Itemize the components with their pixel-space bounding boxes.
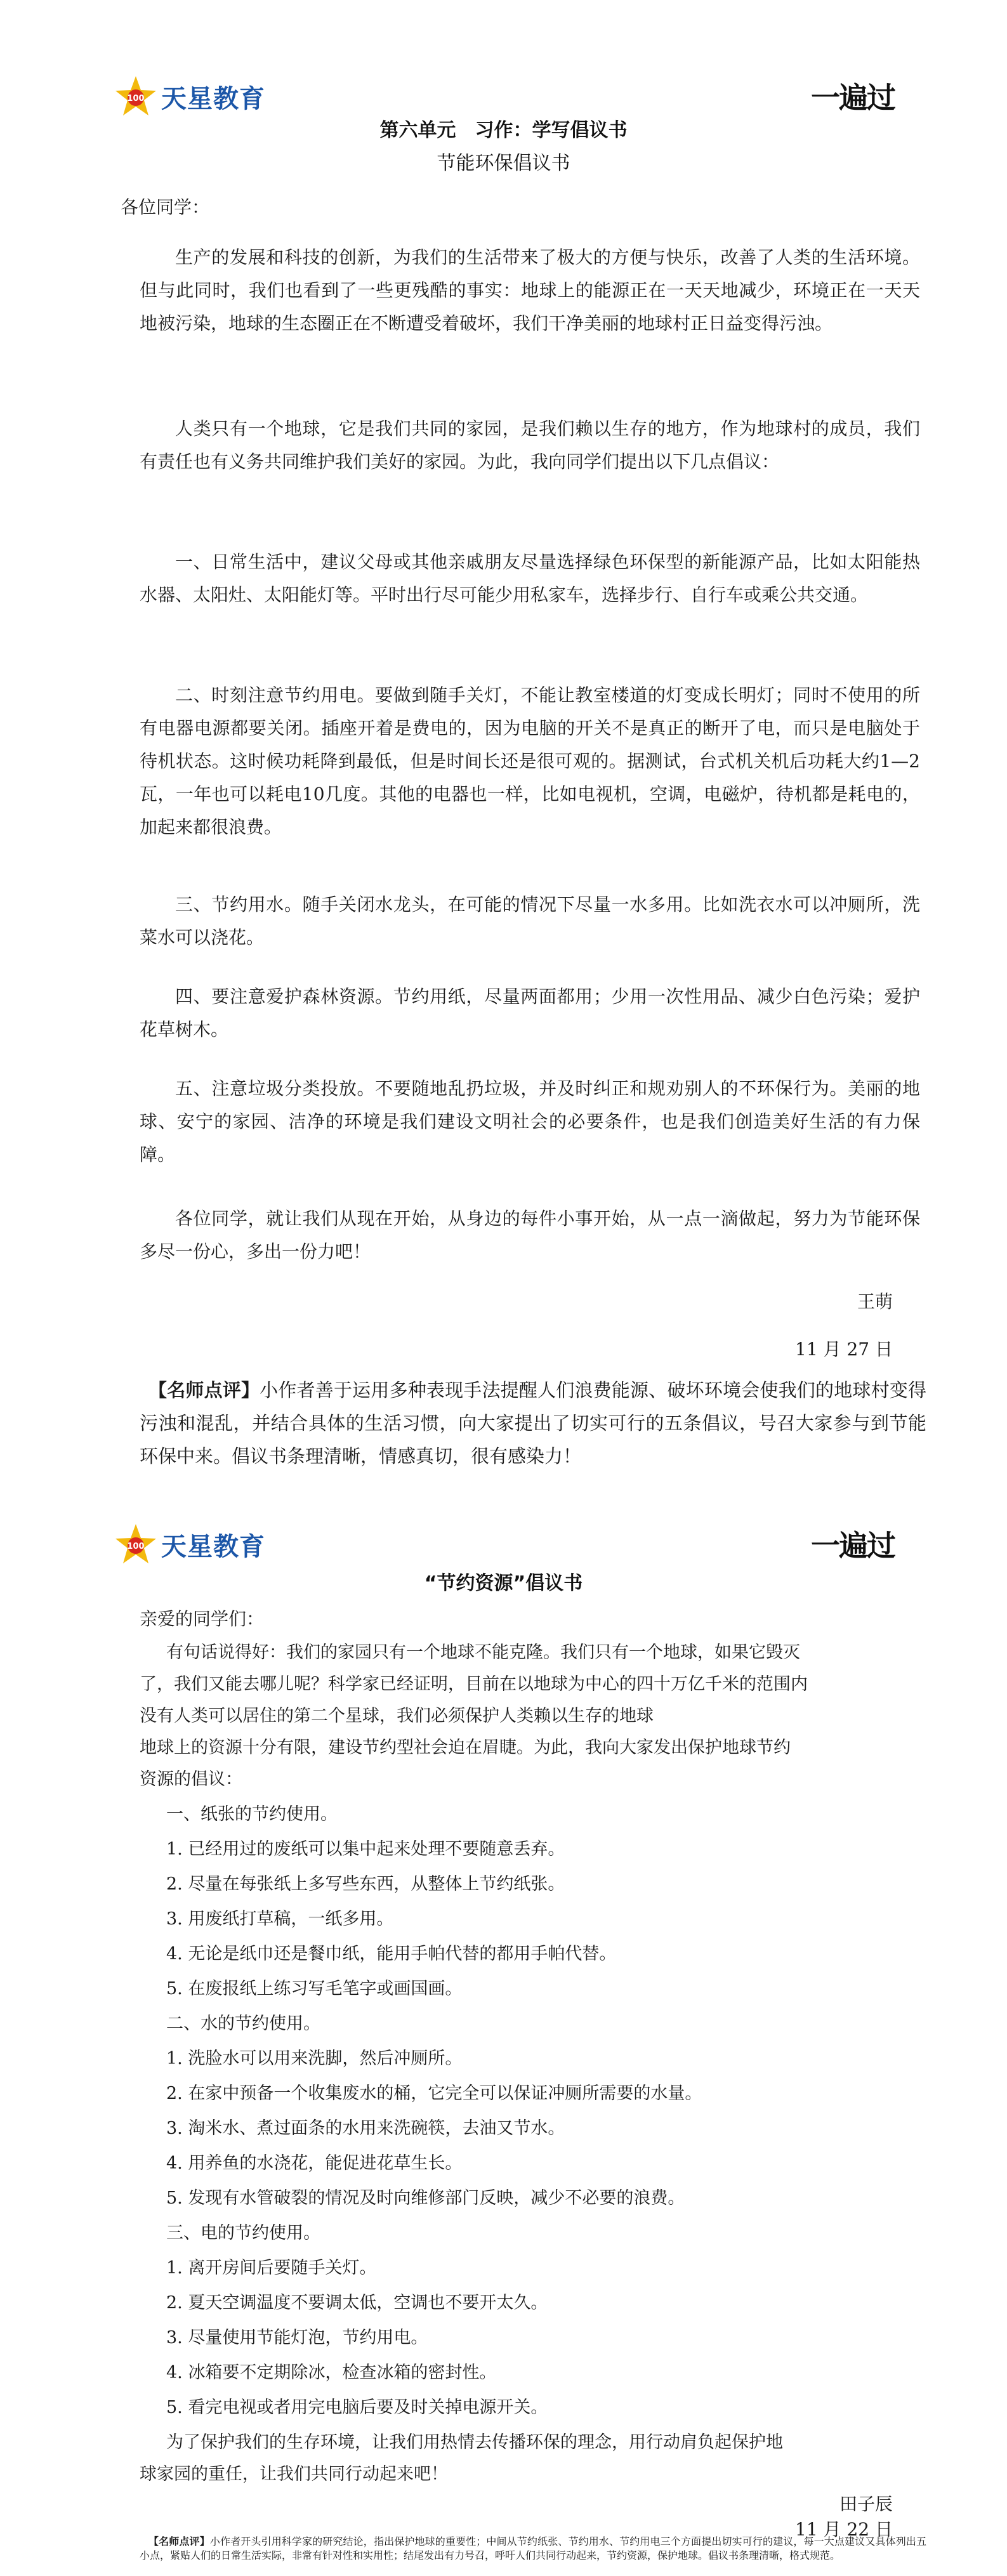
doc2-section-1-item: 2. 尽量在每张纸上多写些东西，从整体上节约纸张。 (166, 1874, 565, 1894)
doc2-intro-line-3: 没有人类可以居住的第二个星球，我们必须保护人类赖以生存的地球 (140, 1706, 654, 1726)
brand-name-2: 天星教育 (161, 1532, 265, 1561)
yibianguo-logo-2: 一遍过 (811, 1528, 895, 1563)
doc2-section-1-item: 5. 在废报纸上练习写毛笔字或画国画。 (166, 1979, 463, 1999)
doc2-section-3-item: 1. 离开房间后要随手关灯。 (166, 2258, 377, 2278)
doc2-section-3-item: 3. 尽量使用节能灯泡，节约用电。 (166, 2328, 428, 2348)
yibianguo-logo: 一遍过 (811, 81, 895, 115)
doc1-paragraph-8: 各位同学，就让我们从现在开始，从身边的每件小事开始，从一点一滴做起，努力为节能环保多尽一份心，多出一份力吧！ (140, 1208, 920, 1262)
doc1-review (140, 1374, 926, 1473)
doc1-paragraph-2: 人类只有一个地球，它是我们共同的家园，是我们赖以生存的地方，作为地球村的成员，我们有责任也有义务共同维护我们美好的家园。为此，我向同学们提出以下几点倡议： (140, 418, 920, 472)
doc2-section-2-item: 3. 淘米水、煮过面条的水用来洗碗筷，去油又节水。 (166, 2119, 565, 2138)
doc1-title: 节能环保倡议书 (437, 152, 570, 174)
doc1-review-text: 小作者善于运用多种表现手法提醒人们浪费能源、破坏环境会使我们的地球村变得污浊和混乱，并结合具体的生活习惯，向大家提出了切实可行的五条倡议，号召大家参与到节能环保中来。倡议书条理清晰，情感真切，很有感染力！ (140, 1379, 926, 1467)
star-badge-icon (114, 1523, 157, 1566)
doc2-review-tag: 【名师点评】 (148, 2535, 210, 2547)
doc2-section-1-item: 1. 已经用过的废纸可以集中起来处理不要随意丢弃。 (166, 1839, 565, 1859)
brand-name: 天星教育 (161, 84, 265, 114)
doc2-section-2-item: 1. 洗脸水可以用来洗脚，然后冲厕所。 (166, 2049, 463, 2068)
doc2-section-2-item: 4. 用养鱼的水浇花，能促进花草生长。 (166, 2153, 463, 2173)
doc2-author: 田子辰 (839, 2494, 893, 2514)
doc1-paragraph-6: 四、要注意爱护森林资源。节约用纸，尽量两面都用；少用一次性用品、减少白色污染；爱护花草树木。 (140, 986, 920, 1040)
doc2-intro-line-1: 有句话说得好：我们的家园只有一个地球不能克隆。我们只有一个地球，如果它毁灭 (166, 1643, 800, 1662)
doc1-date: 11 月 27 日 (795, 1339, 893, 1360)
doc1-paragraph-1: 生产的发展和科技的创新，为我们的生活带来了极大的方便与快乐，改善了人类的生活环境。但与此同时，我们也看到了一些更残酷的事实：地球上的能源正在一天天地减少，环境正在一天天地被污染，地球的生态圈正在不断遭受着破坏，我们干净美丽的地球村正日益变得污浊。 (140, 247, 920, 334)
doc2-intro-line-5: 资源的倡议： (140, 1770, 242, 1789)
doc1-author: 王萌 (857, 1291, 893, 1312)
doc2-greeting: 亲爱的同学们： (140, 1608, 265, 1629)
doc2-date: 11 月 22 日 (795, 2519, 893, 2540)
tianxing-logo-2 (114, 1523, 265, 1566)
doc2-section-3-item: 4. 冰箱要不定期除冰，检查冰箱的密封性。 (166, 2363, 497, 2382)
doc2-section-2-item: 5. 发现有水管破裂的情况及时向维修部门反映，减少不必要的浪费。 (166, 2188, 685, 2208)
badge-number: 100 (127, 94, 145, 103)
doc2-section-2-item: 2. 在家中预备一个收集废水的桶，它完全可以保证冲厕所需要的水量。 (166, 2084, 702, 2103)
doc2-review (140, 2535, 926, 2563)
doc1-greeting: 各位同学： (121, 197, 210, 218)
doc2-section-1-item: 3. 用废纸打草稿，一纸多用。 (166, 1909, 394, 1929)
badge-number: 100 (127, 1542, 145, 1551)
doc1-paragraph-3: 一、日常生活中，建议父母或其他亲戚朋友尽量选择绿色环保型的新能源产品，比如太阳能热水器、太阳灶、太阳能灯等。平时出行尽可能少用私家车，选择步行、自行车或乘公共交通。 (140, 551, 920, 605)
doc2-intro-line-2: 了，我们又能去哪儿呢？科学家已经证明，目前在以地球为中心的四十万亿千米的范围内 (140, 1674, 808, 1694)
doc2-review-text: 小作者开头引用科学家的研究结论，指出保护地球的重要性；中间从节约纸张、节约用水、节约用电三个方面提出切实可行的建议，每一大点建议又具体列出五小点，紧贴人们的日常生活实际，非常有针对性和实用性；结尾发出有力号召，呼吁人们共同行动起来，节约资源，保护地球。倡议书条理清晰，格式规范。 (140, 2535, 926, 2561)
doc2-closing-line-1: 为了保护我们的生存环境，让我们用热情去传播环保的理念，用行动肩负起保护地 (166, 2433, 783, 2452)
doc1-paragraph-7: 五、注意垃圾分类投放。不要随地乱扔垃圾，并及时纠正和规劝别人的不环保行为。美丽的地球、安宁的家园、洁净的环境是我们建设文明社会的必要条件，也是我们创造美好生活的有力保障。 (140, 1078, 920, 1165)
doc2-section-3-heading: 三、电的节约使用。 (166, 2223, 320, 2243)
doc2-closing-line-2: 球家园的重任，让我们共同行动起来吧！ (140, 2464, 448, 2484)
doc2-section-3-item: 2. 夏天空调温度不要调太低，空调也不要开太久。 (166, 2293, 548, 2313)
doc1-paragraph-5: 三、节约用水。随手关闭水龙头，在可能的情况下尽量一水多用。比如洗衣水可以冲厕所，洗菜水可以浇花。 (140, 894, 920, 948)
doc2-title: “节约资源”倡议书 (424, 1572, 583, 1594)
doc2-section-1-heading: 一、纸张的节约使用。 (166, 1804, 338, 1824)
doc1-paragraph-4: 二、时刻注意节约用电。要做到随手关灯，不能让教室楼道的灯变成长明灯；同时不使用的所有电器电源都要关闭。插座开着是费电的，因为电脑的开关不是真正的断开了电，而只是电脑处于待机状态。这时候功耗降到最低，但是时间长还是很可观的。据测试，台式机关机后功耗大约1—2瓦，一年也可以耗电10几度。其他的电器也一样，比如电视机，空调，电磁炉，待机都是耗电的，加起来都很浪费。 (140, 685, 920, 838)
star-badge-icon (114, 75, 157, 118)
tianxing-logo (114, 75, 265, 118)
doc2-section-1-item: 4. 无论是纸巾还是餐巾纸，能用手帕代替的都用手帕代替。 (166, 1944, 617, 1964)
doc2-section-2-heading: 二、水的节约使用。 (166, 2014, 320, 2034)
doc2-intro-line-4: 地球上的资源十分有限，建设节约型社会迫在眉睫。为此，我向大家发出保护地球节约 (140, 1738, 791, 1758)
doc1-review-tag: 【名师点评】 (148, 1379, 260, 1401)
unit-title: 第六单元 习作：学写倡议书 (379, 119, 628, 141)
doc2-section-3-item: 5. 看完电视或者用完电脑后要及时关掉电源开关。 (166, 2398, 548, 2417)
